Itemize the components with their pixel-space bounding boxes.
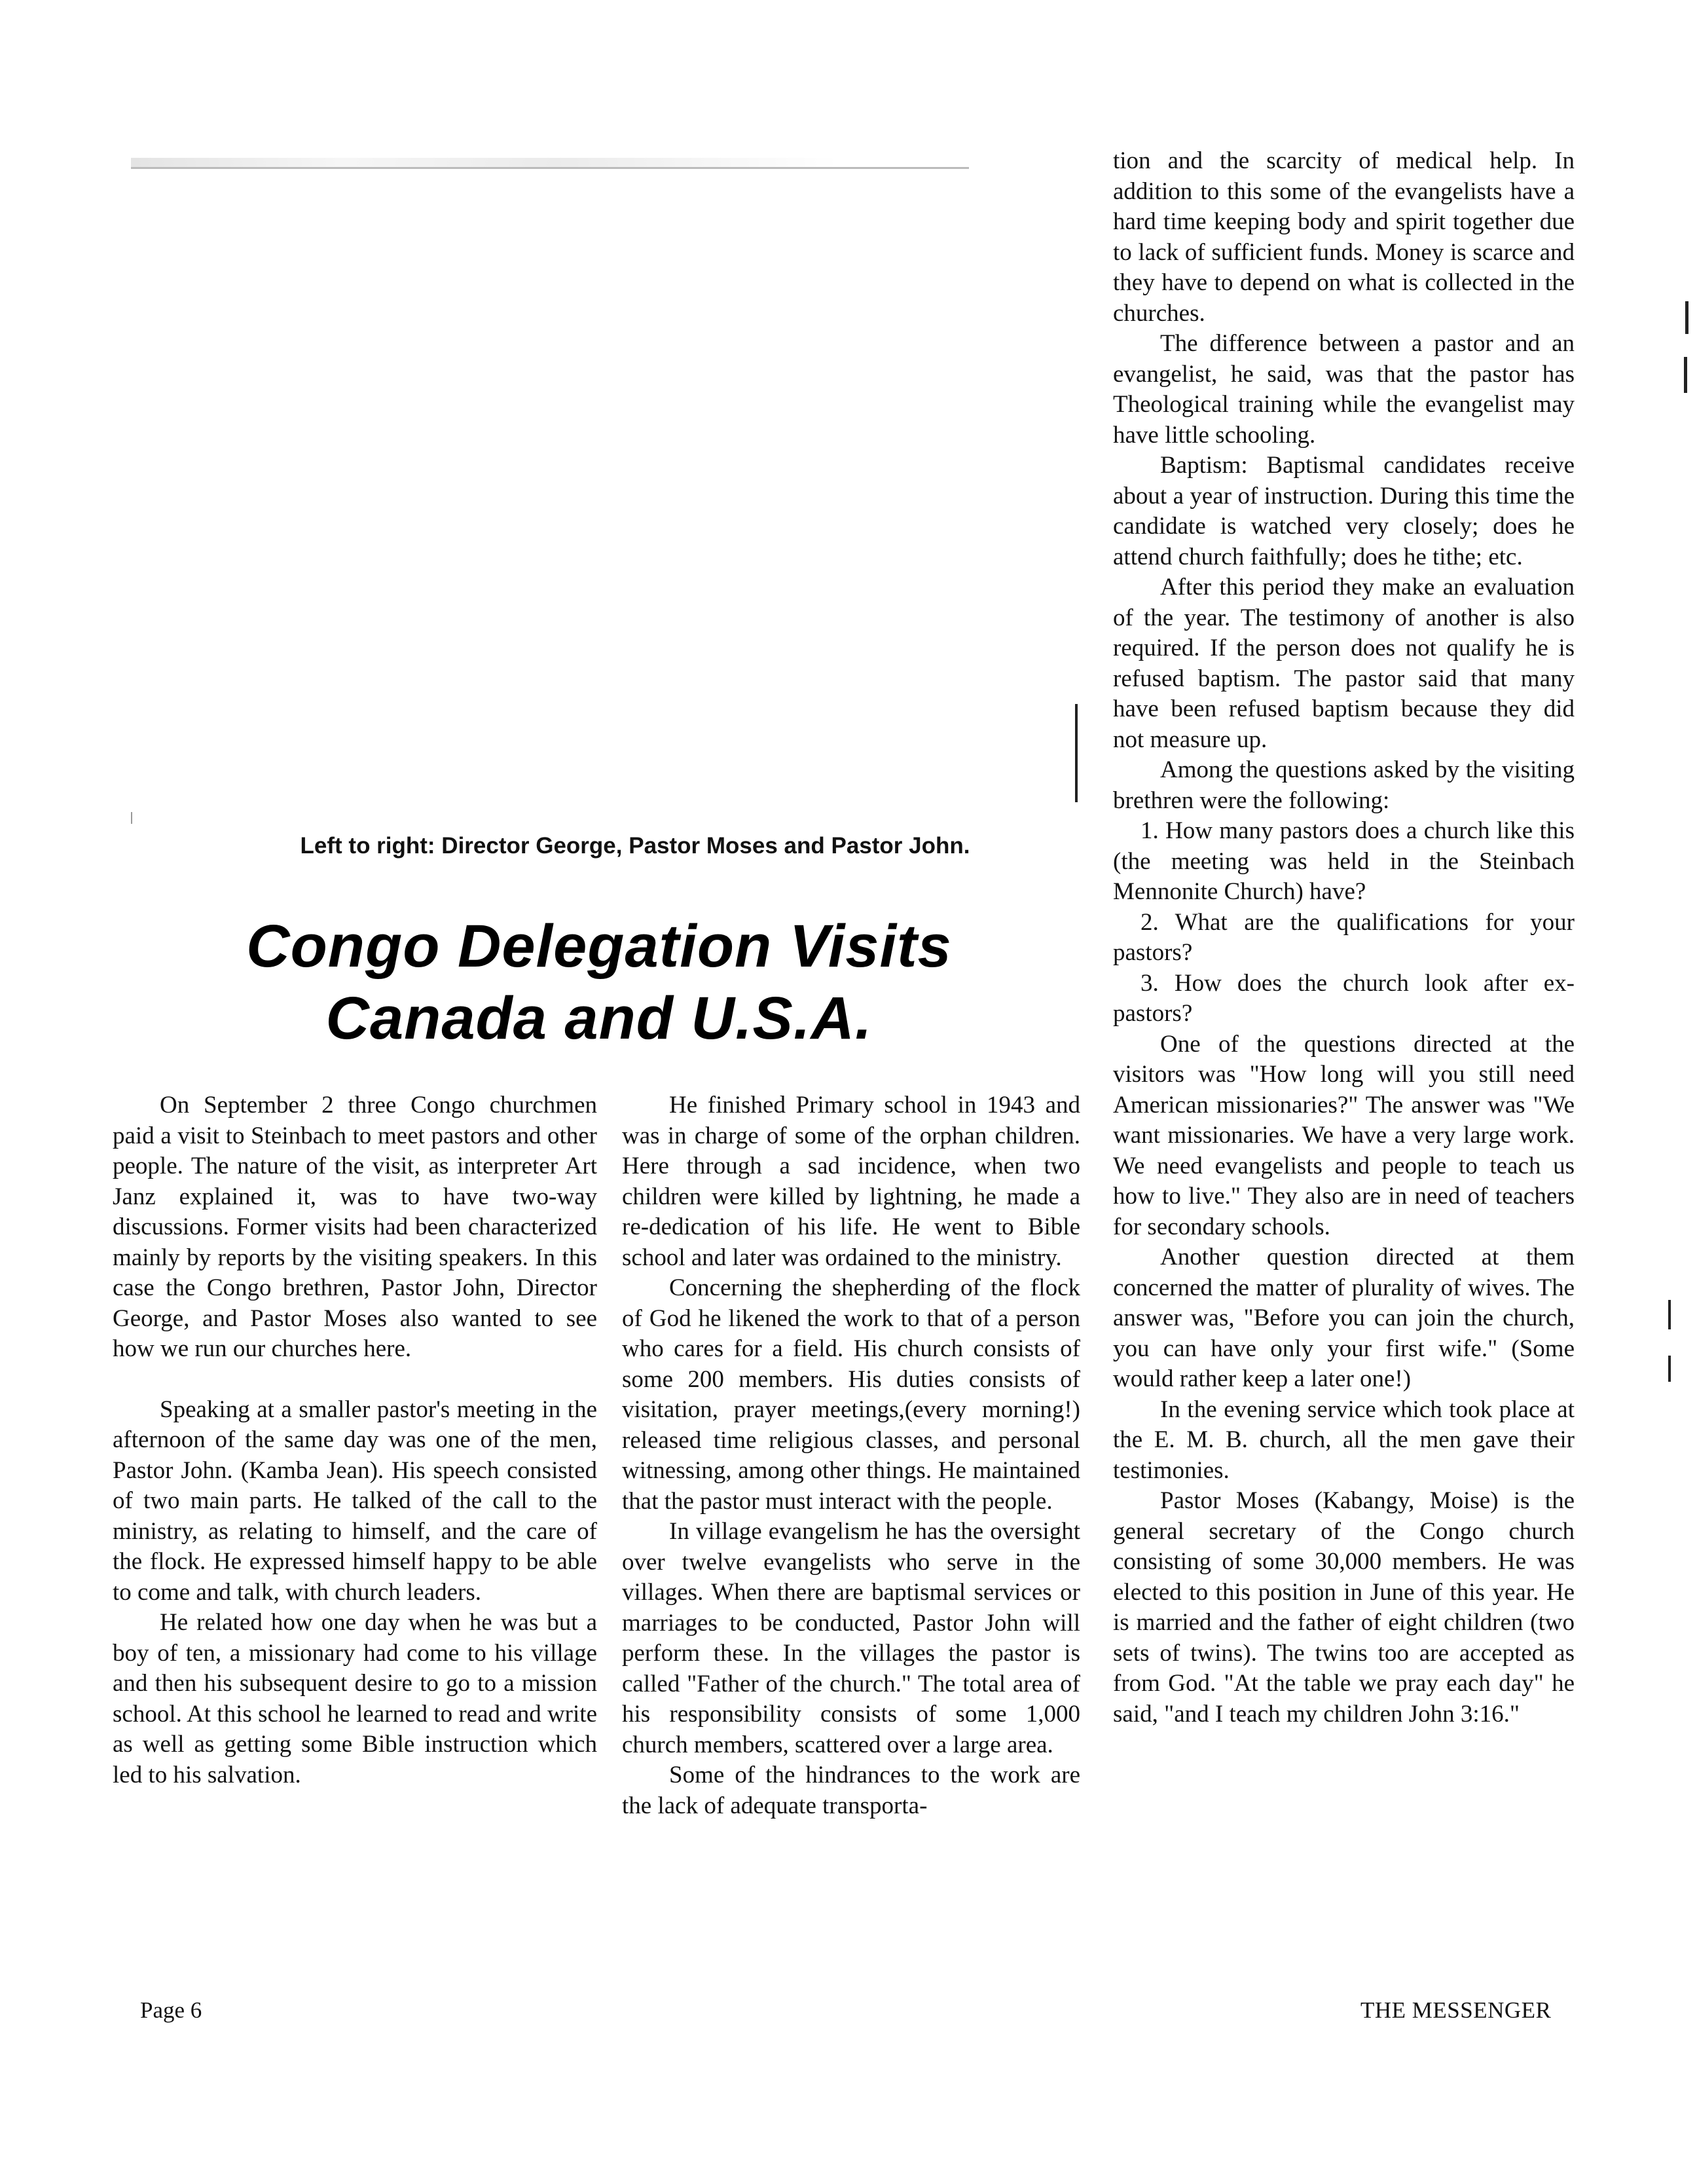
photo-top-edge bbox=[131, 167, 969, 169]
paragraph: After this period they make an evaluation of the year. The testimony of another is also required. If the person does not qualify he is refused baptism. The pastor said that many have been refused baptism because they did not measure up. bbox=[1113, 574, 1575, 753]
paragraph: Concerning the shepherding of the flock of God he likened the work to that of a person who cares for a field. His church consists of some 200 members. His duties consists of visitation, prayer meetings,(every morning!) released time religious classes, and personal witnessing, among other things. He maintained that the pastor must interact with the people. bbox=[622, 1274, 1080, 1515]
question-item: 1. How many pastors does a church like this (the meeting was held in the Steinbach Mennonite Church) have? bbox=[1113, 817, 1575, 905]
scan-edge-mark bbox=[1668, 1356, 1671, 1382]
paragraph: Some of the hindrances to the work are the lack of adequate transporta- bbox=[622, 1762, 1080, 1819]
paragraph: In the evening service which took place at the E. M. B. church, all the men gave their testimonies. bbox=[1113, 1396, 1575, 1484]
paragraph: Baptism: Baptismal candidates receive about a year of instruction. During this time the candidate is watched very closely; does he attend church faithfully; does he tithe; etc. bbox=[1113, 452, 1575, 570]
photo-right-edge-mark bbox=[1075, 704, 1078, 802]
question-item: 2. What are the qualifications for your pastors? bbox=[1113, 908, 1575, 966]
paragraph: He related how one day when he was but a boy of ten, a missionary had come to his village and then his subsequent desire to go to a mission school. At this school he learned to read and write as well as getting some Bible instruction which led to his salvation. bbox=[113, 1609, 597, 1788]
page-number: Page 6 bbox=[140, 1997, 202, 2023]
paragraph: In village evangelism he has the oversight over twelve evangelists who serve in the villages. When there are baptismal services or marriages to be conducted, Pastor John will perform these. In the villages the pastor is called "Father of the church." The total area of his responsibility consists of some 1,000 church members, scattered over a large area. bbox=[622, 1518, 1080, 1758]
article-column-1 bbox=[113, 1090, 597, 1790]
paragraph: Another question directed at them concerned the matter of plurality of wives. The answer was, "Before you can join the church, you can have only your first wife." (Some would rather keep a later one!) bbox=[1113, 1244, 1575, 1392]
photo-caption: Left to right: Director George, Pastor Moses and Pastor John. bbox=[300, 833, 970, 859]
scan-edge-mark bbox=[1685, 301, 1688, 334]
article-column-3 bbox=[1113, 146, 1575, 1730]
paragraph: He finished Primary school in 1943 and was in charge of some of the orphan children. Here through a sad incidence, when two children were killed by lightning, he made a re-dedication of his life. He went to Bible school and later was ordained to the ministry. bbox=[622, 1092, 1080, 1271]
article-title-line-1: Congo Delegation Visits bbox=[246, 913, 952, 980]
scan-edge-mark bbox=[1684, 357, 1687, 393]
paragraph: On September 2 three Congo churchmen paid a visit to Steinbach to meet pastors and other people. The nature of the visit, as interpreter Art Janz explained it, was to have two-way discussions. Former visits had been characterized mainly by reports by the visiting speakers. In this case the Congo brethren, Pastor John, Director George, and Pastor Moses also wanted to see how we run our churches here. bbox=[113, 1092, 597, 1362]
scan-edge-mark bbox=[1668, 1300, 1671, 1329]
paragraph: The difference between a pastor and an evangelist, he said, was that the pastor has Theological training while the evangelist may have little schooling. bbox=[1113, 330, 1575, 449]
paragraph: Among the questions asked by the visiting brethren were the following: bbox=[1113, 756, 1575, 814]
photo-corner-mark bbox=[131, 812, 132, 824]
paragraph-continuation: tion and the scarcity of medical help. In addition to this some of the evangelists have a hard time keeping body and spirit together due to lack of sufficient funds. Money is scarce and they have to depend on what is collected in the churches. bbox=[1113, 147, 1575, 327]
paragraph: Pastor Moses (Kabangy, Moise) is the general secretary of the Congo church consisting of some 30,000 members. He was elected to this position in June of this year. He is married and the father of eight children (two sets of twins). The twins too are accepted as from God. "At the table we pray each day" he said, "and I teach my children John 3:16." bbox=[1113, 1487, 1575, 1728]
paragraph: One of the questions directed at the visitors was "How long will you still need American missionaries?" The answer was "We want missionaries. We have a very large work. We need evangelists and people to teach us how to live." They also are in need of teachers for secondary schools. bbox=[1113, 1030, 1575, 1240]
paragraph: Speaking at a smaller pastor's meeting in the afternoon of the same day was one of the men, Pastor John. (Kamba Jean). His speech consisted of two main parts. He talked of the call to the ministry, as relating to himself, and the care of the flock. He expressed himself happy to be able to come and talk, with church leaders. bbox=[113, 1396, 597, 1606]
article-title bbox=[137, 910, 1061, 1054]
publication-name: THE MESSENGER bbox=[1360, 1997, 1552, 2023]
article-title-line-2: Canada and U.S.A. bbox=[325, 985, 873, 1052]
photo-area bbox=[131, 167, 1074, 822]
question-item: 3. How does the church look after ex-pastors? bbox=[1113, 969, 1575, 1027]
article-column-2 bbox=[622, 1090, 1080, 1821]
